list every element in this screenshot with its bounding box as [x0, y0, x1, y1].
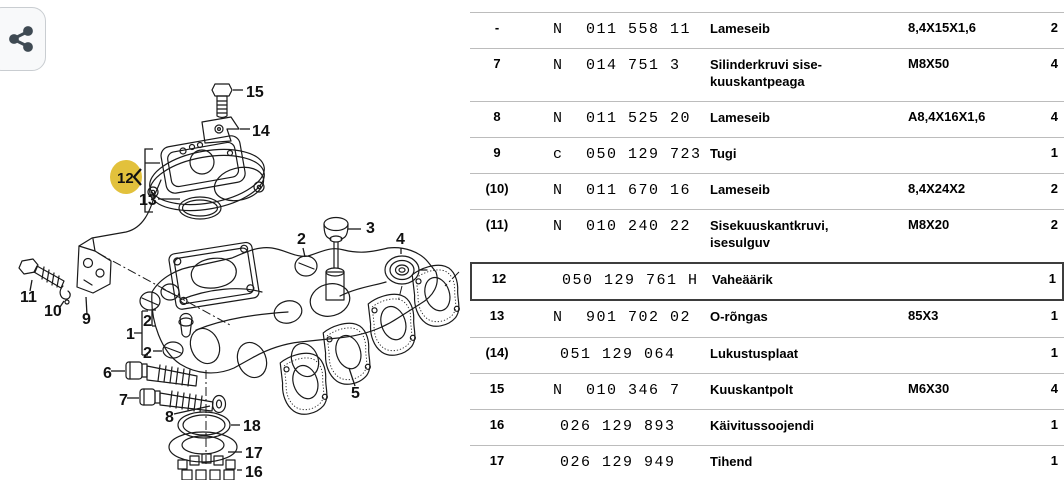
- row-part-number: N 901 702 02: [553, 309, 692, 326]
- diagram-pane: [0, 0, 470, 480]
- table-row[interactable]: [470, 209, 1064, 262]
- row-dimension: A8,4X16X1,6: [908, 109, 986, 124]
- row-part-number: N 011 525 20: [553, 110, 692, 127]
- row-position: -: [494, 20, 500, 35]
- row-position: 12: [491, 271, 507, 286]
- callout-14[interactable]: 14: [252, 123, 270, 140]
- table-row[interactable]: [470, 48, 1064, 101]
- callout-18[interactable]: 18: [243, 418, 261, 435]
- row-part-number: N 011 558 11: [553, 21, 692, 38]
- row-description: Lameseib: [710, 21, 770, 36]
- callout-13[interactable]: 13: [139, 192, 157, 209]
- row-quantity: 1: [1050, 453, 1058, 468]
- callout-8[interactable]: 8: [165, 409, 174, 426]
- row-description: Lameseib: [710, 182, 770, 197]
- row-dimension: M8X20: [908, 217, 950, 232]
- row-quantity: 1: [1050, 145, 1058, 160]
- row-position: (11): [485, 217, 509, 232]
- row-description: Kuuskantpolt: [710, 382, 794, 397]
- row-part-number: N 014 751 3: [553, 57, 681, 74]
- callout-10[interactable]: 10: [44, 303, 62, 320]
- table-row[interactable]: [470, 409, 1064, 445]
- parts-table: [470, 0, 1064, 480]
- share-icon: [8, 24, 36, 54]
- parts-diagram: [0, 0, 470, 480]
- row-quantity: 1: [1050, 308, 1058, 323]
- row-description: Lukustusplaat: [710, 346, 799, 361]
- callout-9[interactable]: 9: [82, 311, 91, 328]
- table-row[interactable]: [470, 445, 1064, 481]
- row-position: 17: [489, 453, 505, 468]
- row-quantity: 1: [1050, 417, 1058, 432]
- callout-6[interactable]: 6: [103, 365, 112, 382]
- callout-7[interactable]: 7: [119, 392, 128, 409]
- cap-3-drawing: [324, 218, 361, 301]
- row-position: 9: [493, 145, 501, 160]
- row-position: 16: [489, 417, 505, 432]
- row-description: Sisekuuskantkruvi, isesulguv: [710, 218, 829, 250]
- row-quantity: 2: [1050, 181, 1058, 196]
- callout-2-low[interactable]: 2: [143, 345, 152, 362]
- row-description: Käivitussoojendi: [710, 418, 815, 433]
- row-quantity: 4: [1050, 381, 1058, 396]
- parts-table-body: [470, 12, 1064, 481]
- gasket-5-drawing: [273, 260, 469, 420]
- row-quantity: 2: [1050, 20, 1058, 35]
- row-description: Silinderkruvi sise- kuuskantpeaga: [710, 57, 822, 89]
- row-dimension: 85X3: [908, 308, 939, 323]
- row-position: (14): [485, 345, 509, 360]
- row-position: 15: [489, 381, 505, 396]
- row-description: O-rõngas: [710, 309, 768, 324]
- row-description: Tihend: [710, 454, 753, 469]
- table-row[interactable]: [470, 137, 1064, 173]
- row-description: Tugi: [710, 146, 737, 161]
- row-dimension: M8X50: [908, 56, 950, 71]
- plug-2-drawing: [295, 248, 317, 276]
- seal-4-drawing: [385, 248, 427, 284]
- callout-3[interactable]: 3: [366, 220, 375, 237]
- row-description: Vaheäärik: [712, 272, 773, 287]
- row-part-number: c 050 129 723: [553, 146, 702, 163]
- callout-11[interactable]: 11: [20, 289, 37, 306]
- callout-17[interactable]: 17: [245, 445, 263, 462]
- row-dimension: M6X30: [908, 381, 950, 396]
- row-quantity: 1: [1048, 271, 1056, 286]
- callout-15[interactable]: 15: [246, 84, 264, 101]
- callout-5[interactable]: 5: [351, 385, 360, 402]
- row-quantity: 4: [1050, 109, 1058, 124]
- flange-12-drawing: [145, 134, 269, 218]
- row-position: 13: [489, 308, 505, 323]
- row-part-number: N 010 346 7: [553, 382, 681, 399]
- row-part-number: 026 129 949: [560, 454, 676, 471]
- heater-16-drawing: [178, 454, 242, 480]
- callout-4[interactable]: 4: [396, 231, 405, 248]
- table-row[interactable]: [470, 337, 1064, 373]
- row-part-number: N 011 670 16: [553, 182, 692, 199]
- row-position: (10): [485, 181, 509, 196]
- row-position: 8: [493, 109, 501, 124]
- bolt-6-drawing: [111, 362, 197, 386]
- row-part-number: N 010 240 22: [553, 218, 692, 235]
- row-dimension: 8,4X15X1,6: [908, 20, 976, 35]
- bolt-15-drawing: [212, 84, 243, 118]
- table-row[interactable]: [470, 373, 1064, 409]
- callout-1[interactable]: 1: [126, 326, 135, 343]
- row-part-number: 050 129 761 H: [562, 272, 699, 289]
- row-description: Lameseib: [710, 110, 770, 125]
- bolt-11-drawing: [19, 259, 64, 291]
- callout-16[interactable]: 16: [245, 464, 263, 480]
- table-row[interactable]: [470, 301, 1064, 337]
- row-position: 7: [493, 56, 501, 71]
- row-quantity: 2: [1050, 217, 1058, 232]
- row-dimension: 8,4X24X2: [908, 181, 966, 196]
- table-row[interactable]: [470, 262, 1064, 301]
- table-row[interactable]: [470, 173, 1064, 209]
- row-part-number: 026 129 893: [560, 418, 676, 435]
- callout-2-mid[interactable]: 2: [143, 313, 152, 330]
- row-quantity: 1: [1050, 345, 1058, 360]
- table-row[interactable]: [470, 101, 1064, 137]
- share-button[interactable]: [0, 7, 46, 71]
- row-quantity: 4: [1050, 56, 1058, 71]
- callout-2-top[interactable]: 2: [297, 231, 306, 248]
- table-row[interactable]: [470, 12, 1064, 48]
- callout-12[interactable]: 12: [117, 170, 134, 187]
- row-part-number: 051 129 064: [560, 346, 676, 363]
